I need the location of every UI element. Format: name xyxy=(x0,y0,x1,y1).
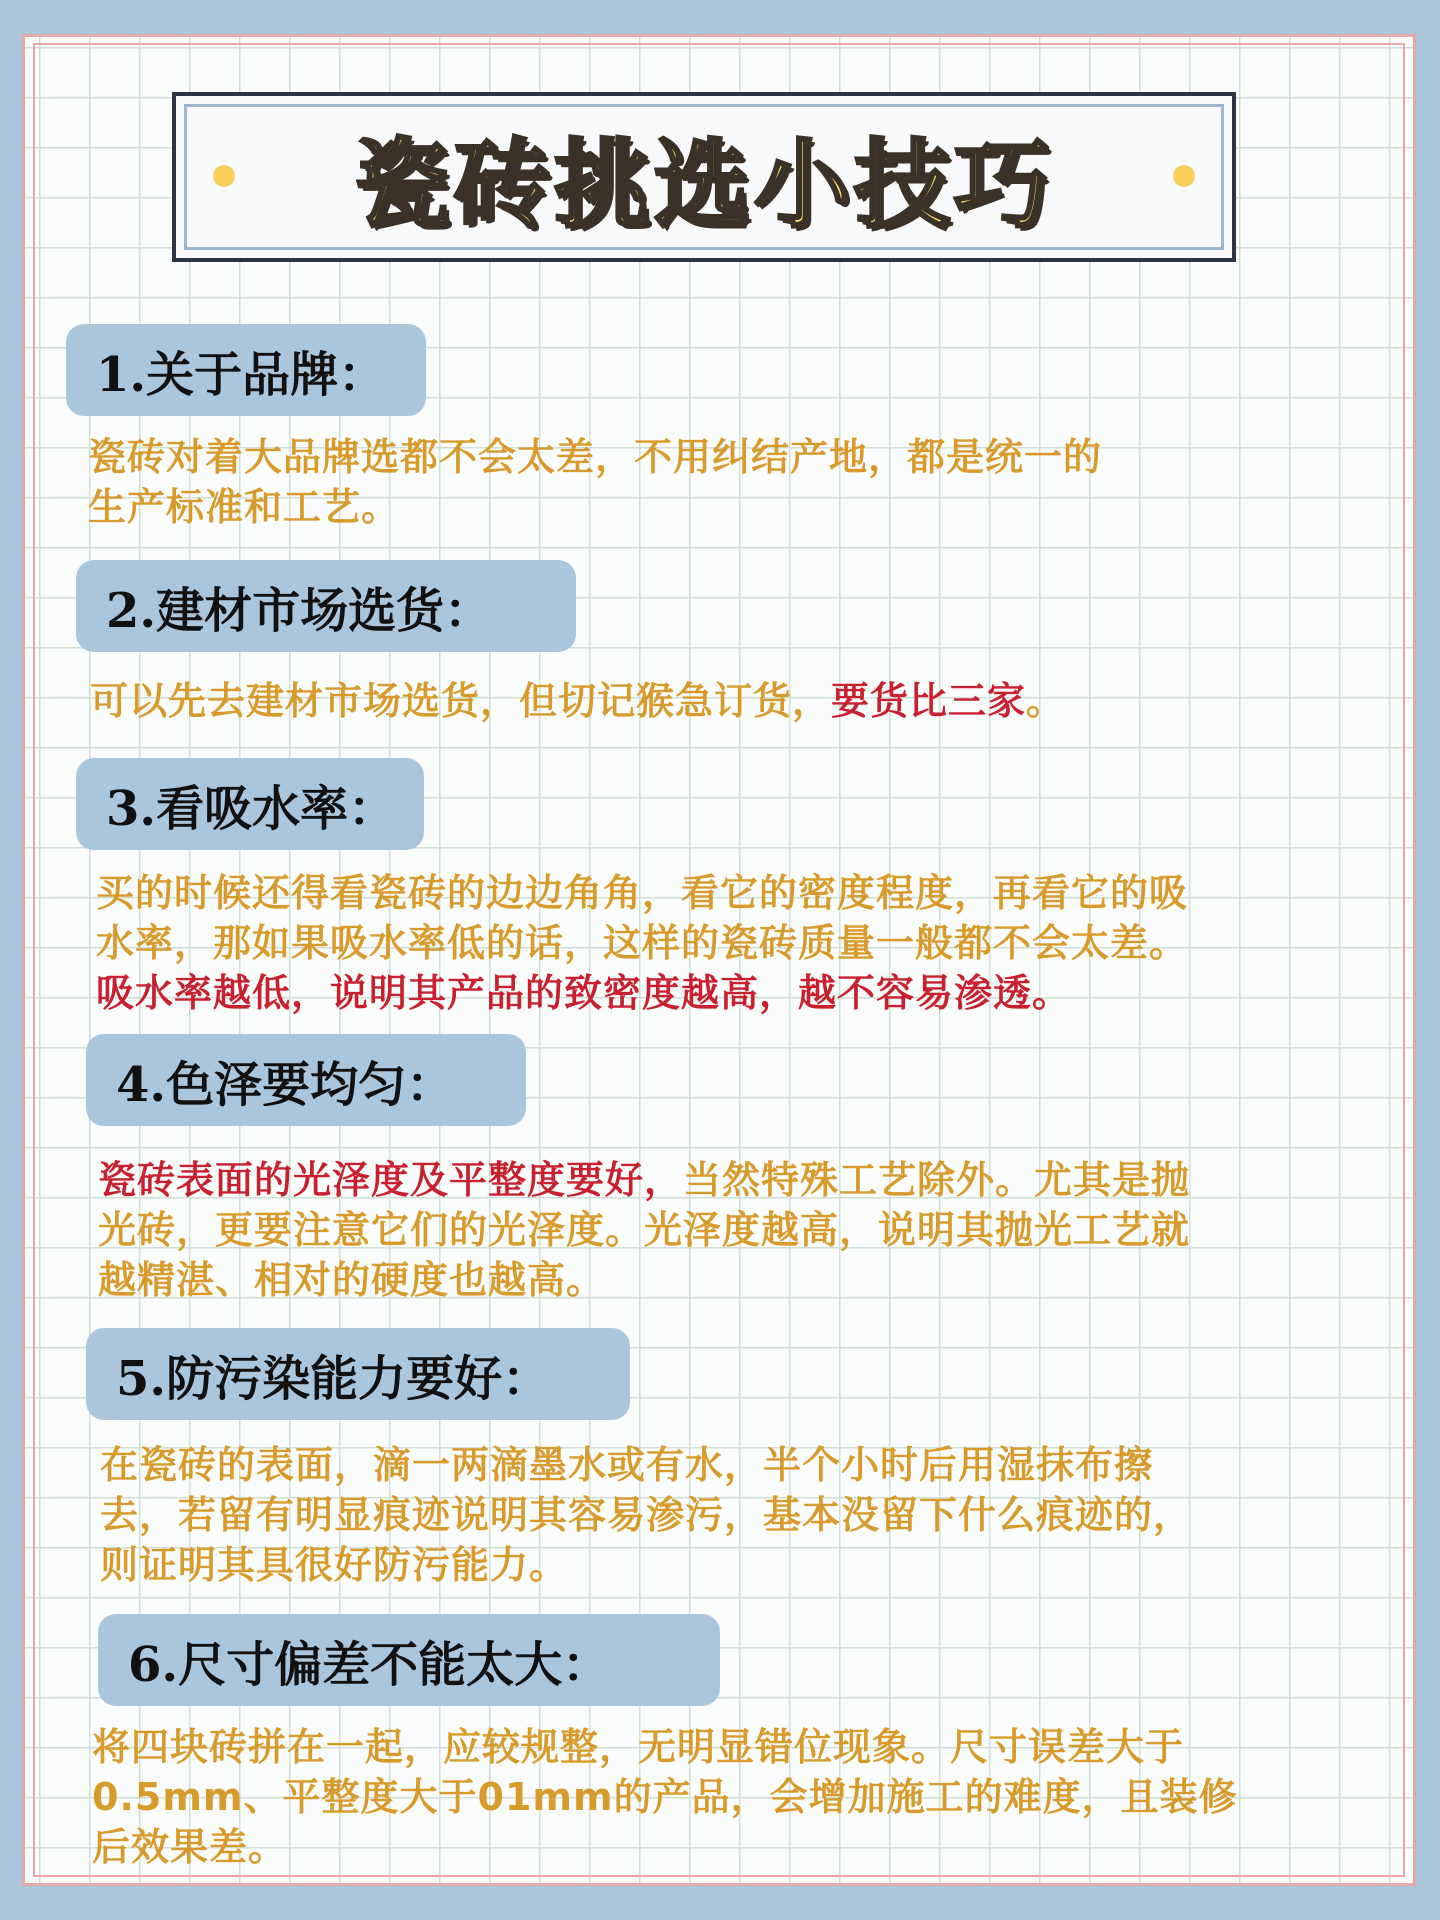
dot-decoration-right xyxy=(1173,165,1195,187)
text-line: 将四块砖拼在一起，应较规整，无明显错位现象。尺寸误差大于 xyxy=(92,1725,1185,1769)
section-body-stain xyxy=(100,1440,1192,1590)
text-line: 则证明其具很好防污能力。 xyxy=(100,1543,569,1587)
text-line: 瓷砖对着大品牌选都不会太差，不用纠结产地，都是统一的 xyxy=(88,435,1103,479)
title-banner-inner xyxy=(184,104,1224,250)
highlight-text: 瓷砖表面的光泽度及平整度要好， xyxy=(98,1158,684,1202)
section-body-market xyxy=(90,676,1065,726)
text-line: 水率，那如果吸水率低的话，这样的瓷砖质量一般都不会太差。 xyxy=(96,921,1189,965)
text-line: 0.5mm、平整度大于01mm的产品，会增加施工的难度，且装修 xyxy=(92,1775,1238,1819)
section-heading-absorption: 3.看吸水率： xyxy=(76,758,424,850)
highlight-text: 吸水率越低，说明其产品的致密度越高，越不容易渗透。 xyxy=(96,971,1072,1015)
section-body-gloss xyxy=(98,1155,1190,1305)
title-banner xyxy=(172,92,1236,262)
text-line: 可以先去建材市场选货，但切记猴急订货， xyxy=(90,679,832,723)
page-title: 瓷砖挑选小技巧 xyxy=(354,128,1054,241)
text-line: 去，若留有明显痕迹说明其容易渗污，基本没留下什么痕迹的， xyxy=(100,1493,1193,1537)
text-line: 后效果差。 xyxy=(92,1825,288,1869)
section-heading-brand: 1.关于品牌： xyxy=(66,324,426,416)
section-heading-gloss: 4.色泽要均匀： xyxy=(86,1034,526,1126)
section-body-absorption xyxy=(96,868,1188,1018)
highlight-text: 要货比三家 xyxy=(831,679,1027,723)
section-heading-stain: 5.防污染能力要好： xyxy=(86,1328,630,1420)
section-body-size xyxy=(92,1722,1238,1872)
section-heading-market: 2.建材市场选货： xyxy=(76,560,576,652)
text-line: 生产标准和工艺。 xyxy=(88,485,401,529)
text-line: 在瓷砖的表面，滴一两滴墨水或有水，半个小时后用湿抹布擦 xyxy=(100,1443,1154,1487)
text-line: 越精湛、相对的硬度也越高。 xyxy=(98,1258,606,1302)
section-heading-size: 6.尺寸偏差不能太大： xyxy=(98,1614,720,1706)
dot-decoration-left xyxy=(213,165,235,187)
section-body-brand xyxy=(88,432,1102,532)
text-line: 当然特殊工艺除外。尤其是抛 xyxy=(683,1158,1191,1202)
text-line-end: 。 xyxy=(1026,679,1066,723)
text-line: 光砖，更要注意它们的光泽度。光泽度越高，说明其抛光工艺就 xyxy=(98,1208,1191,1252)
text-line: 买的时候还得看瓷砖的边边角角，看它的密度程度，再看它的吸 xyxy=(96,871,1189,915)
